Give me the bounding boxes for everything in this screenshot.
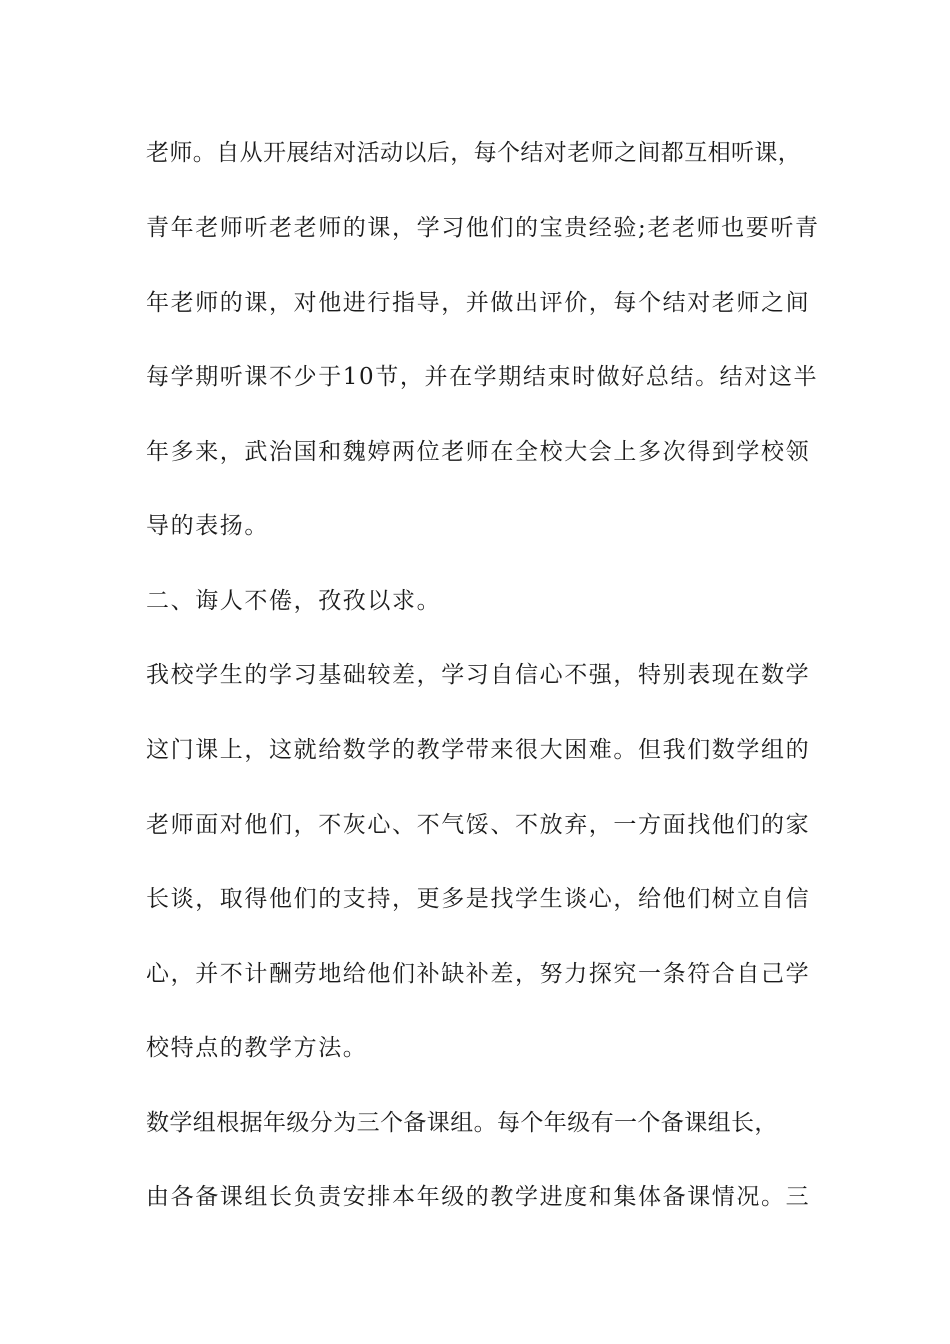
text-line-14: 数学组根据年级分为三个备课组。每个年级有一个备课组长， — [146, 1110, 778, 1136]
text-line-12: 心，并不计酬劳地给他们补缺补差，努力探究一条符合自己学 — [146, 961, 811, 987]
section-heading: 二、诲人不倦，孜孜以求。 — [146, 588, 442, 614]
text-line-9: 这门课上，这就给数学的教学带来很大困难。但我们数学组的 — [146, 737, 811, 763]
text-line-6: 导的表扬。 — [146, 513, 269, 539]
text-line-4: 每学期听课不少于10节，并在学期结束时做好总结。结对这半 — [146, 364, 819, 390]
text-line-10: 老师面对他们，不灰心、不气馁、不放弃，一方面找他们的家 — [146, 812, 811, 838]
text-line-3: 年老师的课，对他进行指导，并做出评价，每个结对老师之间 — [146, 290, 811, 316]
text-line-5: 年多来，武治国和魏婷两位老师在全校大会上多次得到学校领 — [146, 439, 811, 465]
text-line-8: 我校学生的学习基础较差，学习自信心不强，特别表现在数学 — [146, 662, 811, 688]
text-line-15: 由各备课组长负责安排本年级的教学进度和集体备课情况。三 — [146, 1184, 811, 1210]
text-line-1: 老师。自从开展结对活动以后，每个结对老师之间都互相听课， — [146, 140, 802, 166]
text-line-13: 校特点的教学方法。 — [146, 1035, 368, 1061]
text-line-11: 长谈，取得他们的支持，更多是找学生谈心，给他们树立自信 — [146, 886, 811, 912]
text-line-2: 青年老师听老老师的课，学习他们的宝贵经验;老老师也要听青 — [146, 215, 820, 241]
